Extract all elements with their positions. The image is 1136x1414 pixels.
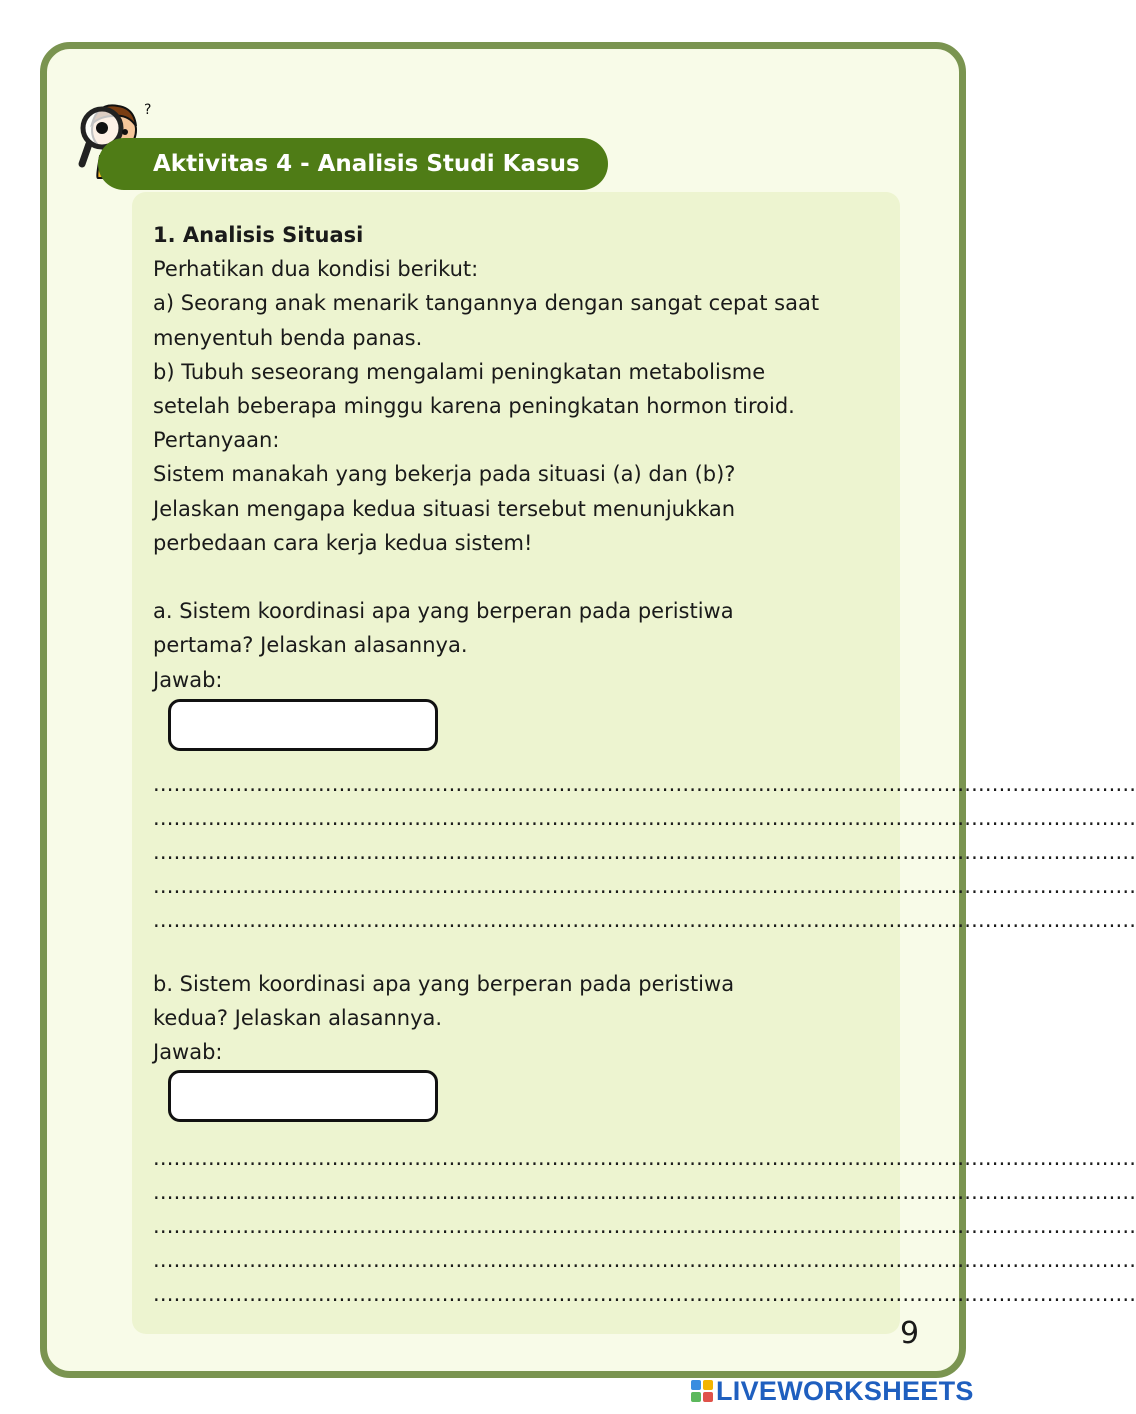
worksheet-text: [153, 218, 888, 697]
question-a-line: pertama? Jelaskan alasannya.: [153, 633, 468, 658]
answer-line: ...............................................................................................................................................: [153, 806, 1136, 830]
answer-line: ...............................................................................................................................................: [153, 1214, 1136, 1238]
question-b-line: b. Sistem koordinasi apa yang berperan pada peristiwa: [153, 972, 735, 996]
answer-line: ...............................................................................................................................................: [153, 1282, 1136, 1306]
question-line: Jelaskan mengapa kedua situasi tersebut menunjukkan: [153, 496, 736, 521]
answer-line: ...............................................................................................................................................: [153, 772, 1136, 796]
brand-name: LIVEWORKSHEETS: [716, 1375, 974, 1406]
answer-b-input[interactable]: [168, 1070, 438, 1122]
answer-a-input[interactable]: [168, 699, 438, 751]
section-intro: Perhatikan dua kondisi berikut:: [153, 257, 479, 282]
answer-line: ...............................................................................................................................................: [153, 1248, 1136, 1272]
section-heading: 1. Analisis Situasi: [153, 223, 364, 247]
situation-b-line: setelah beberapa minggu karena peningkatan hormon tiroid.: [153, 394, 795, 419]
answer-line: ...............................................................................................................................................: [153, 908, 1136, 932]
answer-line: ...............................................................................................................................................: [153, 1180, 1136, 1204]
answer-line: ...............................................................................................................................................: [153, 874, 1136, 898]
question-a-line: a. Sistem koordinasi apa yang berperan pada peristiwa: [153, 599, 734, 624]
question-b-text: [153, 967, 888, 1070]
svg-text:?: ?: [144, 102, 152, 118]
question-label: Pertanyaan:: [153, 428, 280, 453]
answer-line: ...............................................................................................................................................: [153, 1146, 1136, 1170]
activity-title: Aktivitas 4 - Analisis Studi Kasus: [153, 151, 580, 177]
answer-line: ...............................................................................................................................................: [153, 840, 1136, 864]
answer-a-label: Jawab:: [153, 667, 223, 692]
answer-b-label: Jawab:: [153, 1040, 223, 1065]
activity-header: [98, 138, 608, 190]
spacer: [153, 560, 888, 594]
situation-b-line: b) Tubuh seseorang mengalami peningkatan metabolisme: [153, 359, 766, 384]
question-line: Sistem manakah yang bekerja pada situasi (a) dan (b)?: [153, 462, 736, 487]
liveworksheets-logo-icon: [690, 1379, 714, 1403]
question-line: perbedaan cara kerja kedua sistem!: [153, 530, 533, 555]
situation-a-line: menyentuh benda panas.: [153, 325, 423, 350]
brand-footer[interactable]: [690, 1374, 974, 1408]
page-number: 9: [900, 1316, 920, 1351]
situation-a-line: a) Seorang anak menarik tangannya dengan sangat cepat saat: [153, 291, 820, 316]
question-b-line: kedua? Jelaskan alasannya.: [153, 1006, 443, 1031]
